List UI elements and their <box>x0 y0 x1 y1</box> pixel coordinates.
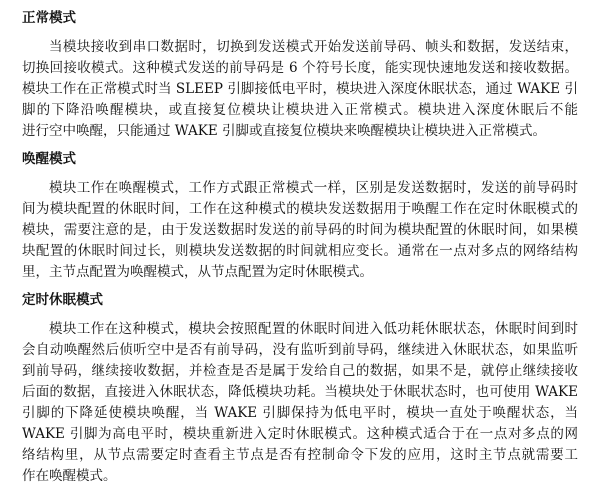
paragraph-line: 里，主节点配置为唤醒模式，从节点配置为定时休眠模式。 <box>22 264 373 280</box>
paragraph-line: 进行空中唤醒，只能通过 WAKE 引脚或直接复位模块来唤醒模块让模块进入正常模式。 <box>22 123 546 139</box>
paragraph-line: 间为模块配置的休眠时间，工作在这种模式的模块发送数据用于唤醒工作在定时休眠模式的 <box>22 201 578 217</box>
paragraph-line: 模块工作在这种模式，模块会按照配置的休眠时间进入低功耗休眠状态，休眠时间到时 <box>49 321 578 337</box>
paragraph-line: 后面的数据，直接进入休眠状态，降低模块功耗。当模块处于休眠状态时，也可使用 WAKE <box>22 384 578 400</box>
paragraph-line: 到前导码，继续接收数据，并检查是否是属于发给自己的数据，如果不是，就停止继续接收 <box>22 363 578 379</box>
paragraph-line: 切换回接收模式。这种模式发送的前导码是 6 个符号长度，能实现快速地发送和接收数据。 <box>22 60 578 76</box>
paragraph-line: 当模块接收到串口数据时，切换到发送模式开始发送前导码、帧头和数据，发送结束， <box>49 39 578 55</box>
section-title-wake-mode: 唤醒模式 <box>22 151 76 167</box>
paragraph-line: 模块工作在正常模式时当 SLEEP 引脚接低电平时，模块进入深度休眠状态，通过 WAKE 引 <box>22 81 578 97</box>
section-title-timed-sleep-mode: 定时休眠模式 <box>22 292 103 308</box>
paragraph-line: 作在唤醒模式。 <box>22 468 117 484</box>
paragraph-line: WAKE 引脚为高电平时，模块重新进入定时休眠模式。这种模式适合于在一点对多点的网 <box>22 426 578 442</box>
paragraph-line: 会自动唤醒然后侦听空中是否有前导码，没有监听到前导码，继续进入休眠状态，如果监听 <box>22 342 578 358</box>
paragraph-line: 引脚的下降延使模块唤醒，当 WAKE 引脚保持为低电平时，模块一直处于唤醒状态，当 <box>22 405 578 421</box>
paragraph-line: 络结构里，从节点需要定时查看主节点是否有控制命令下发的应用，这时主节点就需要工 <box>22 447 578 463</box>
paragraph-line: 块配置的休眠时间过长，则模块发送数据的时间就相应变长。通常在一点对多点的网络结构 <box>22 243 578 259</box>
section-title-normal-mode: 正常模式 <box>22 10 76 26</box>
paragraph-line: 模块，需要注意的是，由于发送数据时发送的前导码的时间为模块配置的休眠时间，如果模 <box>22 222 578 238</box>
paragraph-line: 模块工作在唤醒模式，工作方式跟正常模式一样，区别是发送数据时，发送的前导码时 <box>49 180 578 196</box>
paragraph-line: 脚的下降沿唤醒模块，或直接复位模块让模块进入正常模式。模块进入深度休眠后不能 <box>22 102 578 118</box>
